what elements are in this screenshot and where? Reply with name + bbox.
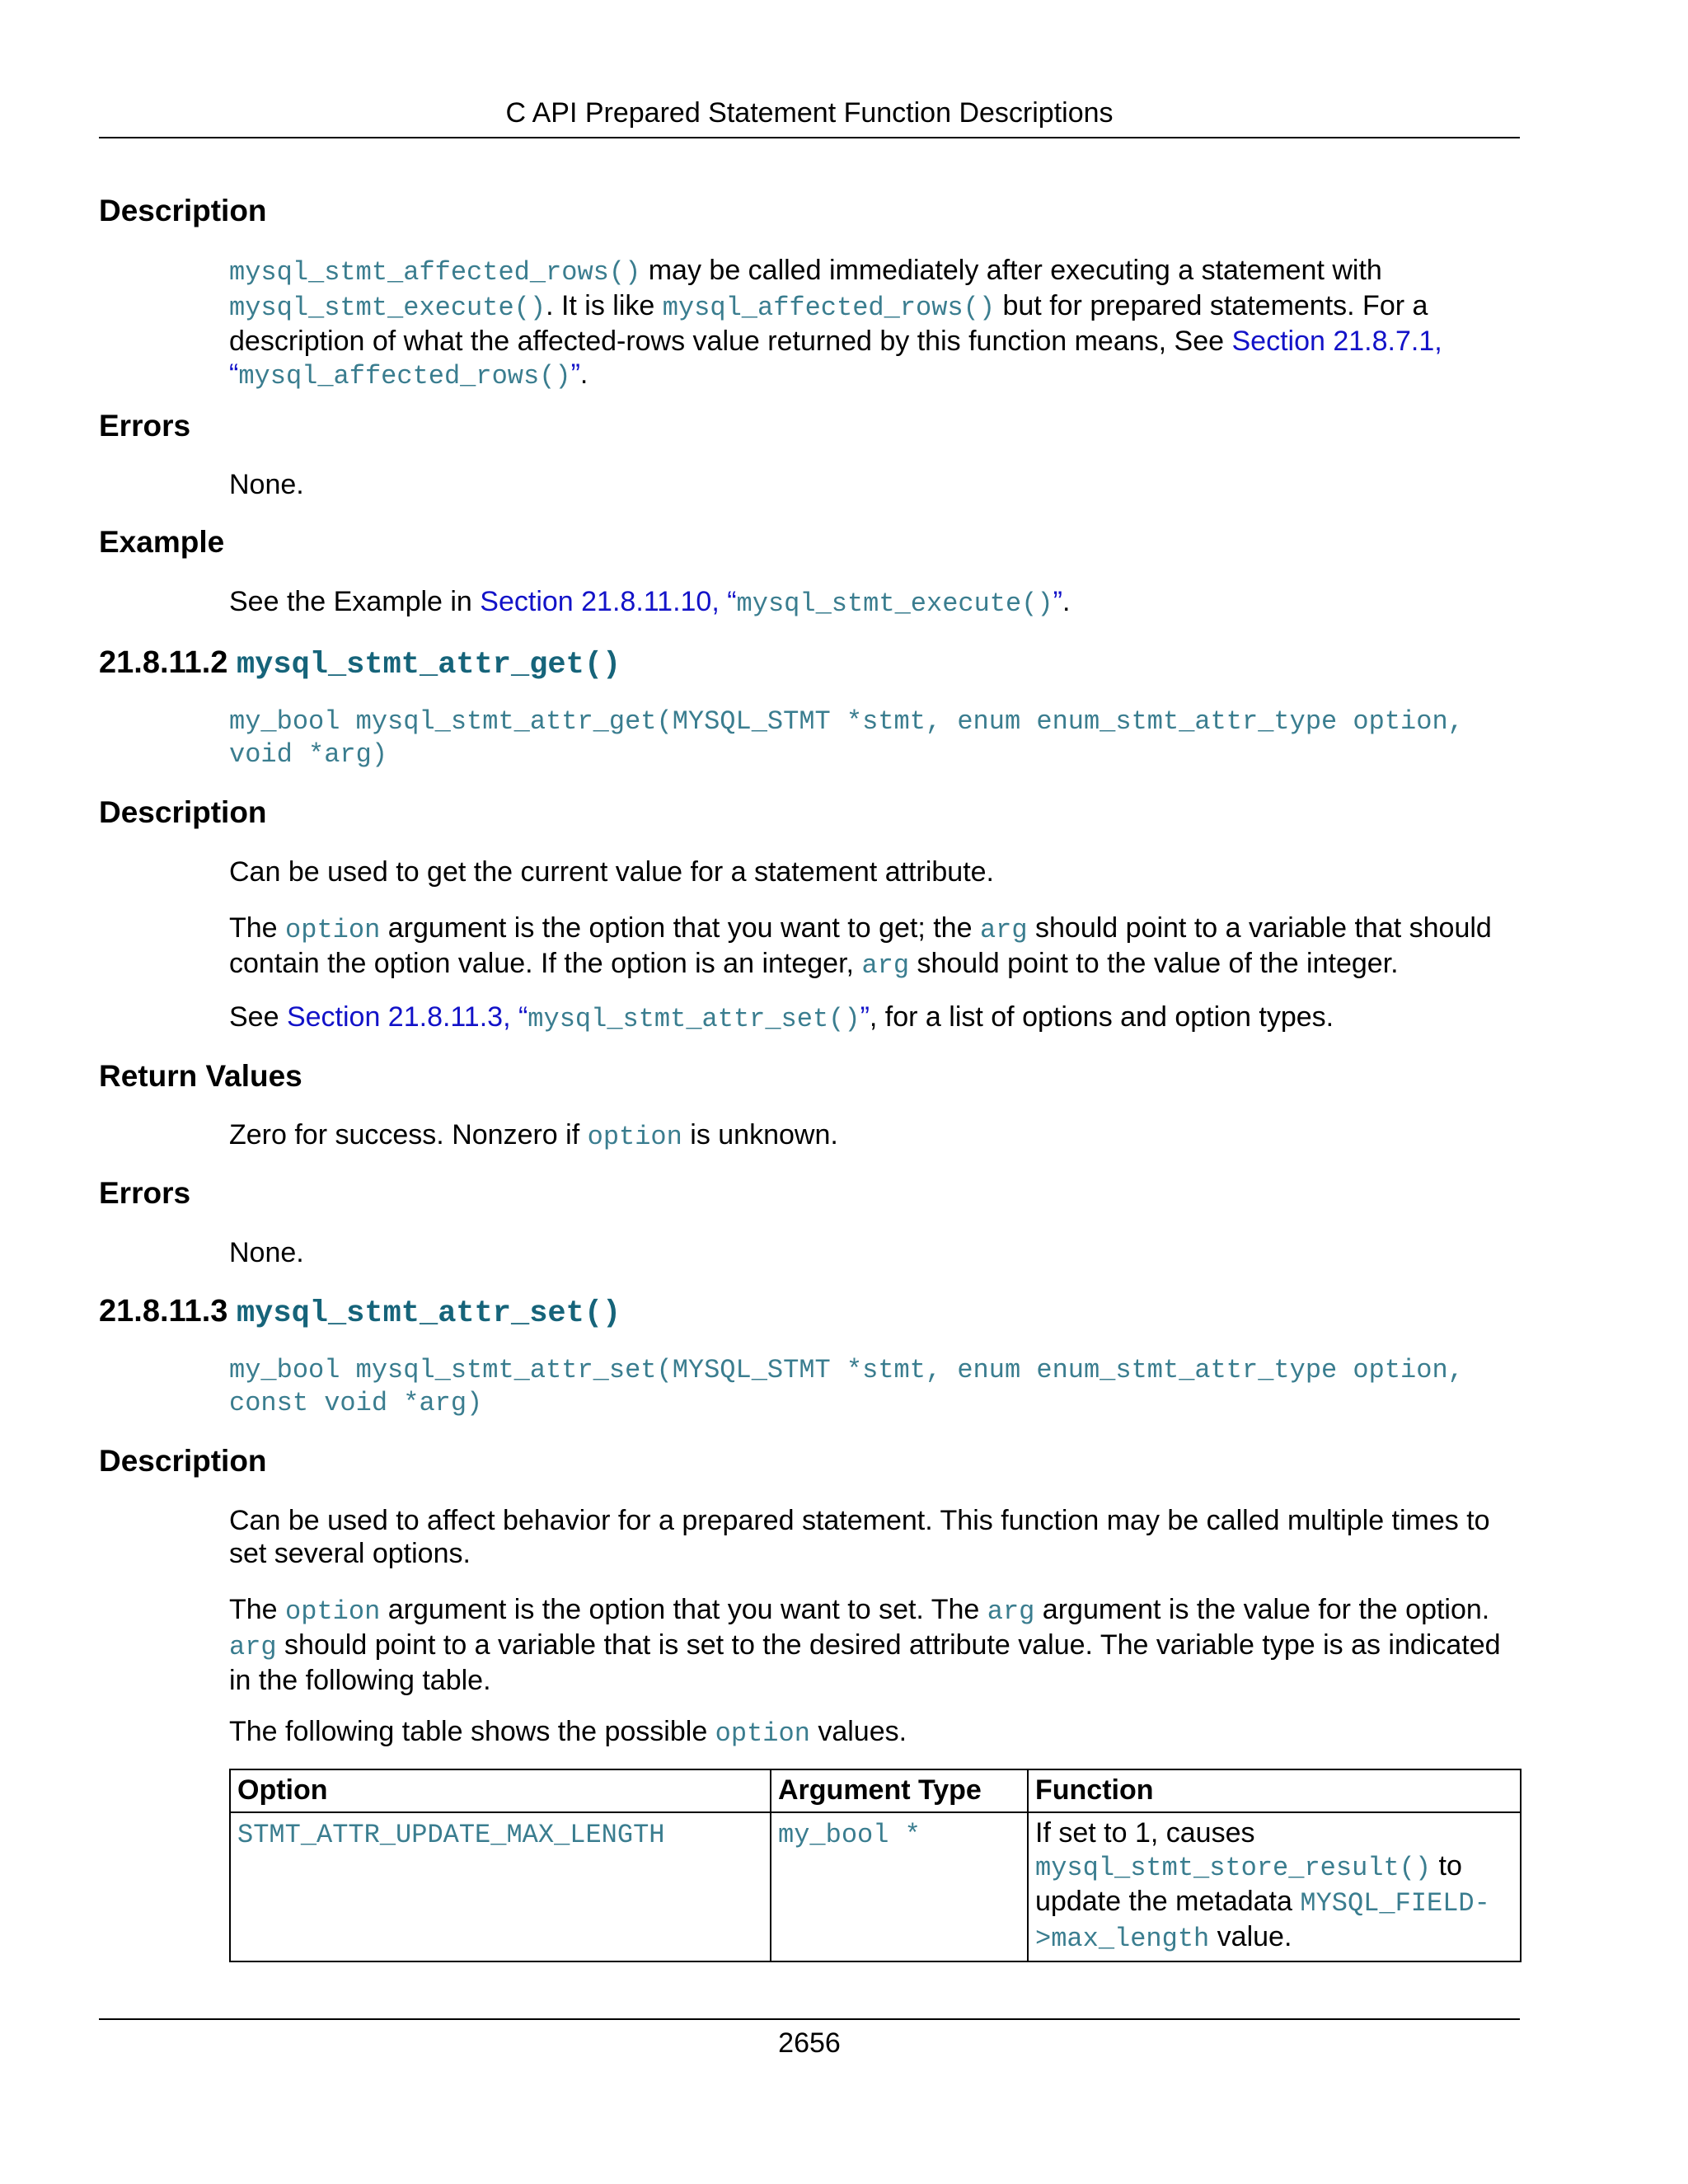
option-cell: STMT_ATTR_UPDATE_MAX_LENGTH <box>230 1812 771 1961</box>
return-values-heading: Return Values <box>99 1059 302 1093</box>
link-section-21-8-7-1[interactable]: Section 21.8.7.1, “mysql_affected_rows()” <box>229 326 1442 391</box>
errors-heading: Errors <box>99 409 191 443</box>
return-values-text: Zero for success. Nonzero if option is unknown. <box>229 1119 838 1152</box>
table-row <box>230 1812 1521 1961</box>
table-header-row <box>230 1769 1521 1812</box>
argument-type-cell: my_bool * <box>771 1812 1028 1961</box>
code-term: option <box>285 915 381 945</box>
description-heading: Description <box>99 194 267 227</box>
code-term: arg <box>987 1596 1035 1627</box>
code-term: mysql_stmt_affected_rows() <box>229 257 641 288</box>
errors-text: None. <box>229 1237 304 1268</box>
code-term: mysql_affected_rows() <box>662 293 996 323</box>
code-term: option <box>587 1122 682 1152</box>
code-term: arg <box>229 1632 277 1662</box>
page-number: 2656 <box>778 2027 841 2059</box>
function-signature-attr-get: my_bool mysql_stmt_attr_get(MYSQL_STMT *stmt, enum enum_stmt_attr_type option, void *arg) <box>229 706 1464 770</box>
affected-rows-description: mysql_stmt_affected_rows() may be called immediately after executing a statement with mysql_stmt_execute(). It is like mysql_affected_rows() but for prepared statements. For a description of what the affected-rows value returned by this function means, See Section 21.8.7.1, “mysql_affected_rows()”. <box>229 255 1442 391</box>
attr-get-desc-3: See Section 21.8.11.3, “mysql_stmt_attr_set()”, for a list of options and option types. <box>229 1001 1334 1034</box>
options-table <box>229 1769 1522 1962</box>
attr-set-desc-2: The option argument is the option that you want to set. The arg argument is the value for the option. arg should point to a variable that is set to the desired attribute value. The variable type is as indicated in the following table. <box>229 1594 1501 1696</box>
footer-rule <box>99 2018 1520 2020</box>
column-header-function: Function <box>1028 1769 1521 1812</box>
column-header-argument-type: Argument Type <box>771 1769 1028 1812</box>
function-signature-attr-set: my_bool mysql_stmt_attr_set(MYSQL_STMT *stmt, enum enum_stmt_attr_type option, const void *arg) <box>229 1355 1464 1418</box>
example-heading: Example <box>99 525 225 559</box>
code-term: arg <box>979 915 1028 945</box>
description-heading: Description <box>99 795 267 829</box>
code-term: arg <box>861 950 910 981</box>
column-header-option: Option <box>230 1769 771 1812</box>
code-term: mysql_stmt_execute() <box>229 293 546 323</box>
errors-heading: Errors <box>99 1176 191 1210</box>
link-section-21-8-11-3[interactable]: Section 21.8.11.3, “mysql_stmt_attr_set()” <box>286 1001 870 1034</box>
code-term: option <box>285 1596 381 1627</box>
section-title-attr-get: 21.8.11.2 mysql_stmt_attr_get() <box>99 645 621 682</box>
attr-get-desc-1: Can be used to get the current value for a statement attribute. <box>229 856 994 888</box>
errors-text: None. <box>229 469 304 500</box>
example-text: See the Example in Section 21.8.11.10, “mysql_stmt_execute()”. <box>229 586 1071 619</box>
header-rule <box>99 137 1520 138</box>
attr-get-desc-2: The option argument is the option that you want to get; the arg should point to a variable that should contain the option value. If the option is an integer, arg should point to the value of the integer. <box>229 912 1492 981</box>
description-heading: Description <box>99 1444 267 1478</box>
attr-set-desc-1: Can be used to affect behavior for a prepared statement. This function may be called multiple times to set several options. <box>229 1505 1490 1569</box>
attr-set-desc-3: The following table shows the possible option values. <box>229 1716 907 1749</box>
section-title-attr-set: 21.8.11.3 mysql_stmt_attr_set() <box>99 1294 621 1331</box>
link-section-21-8-11-10[interactable]: Section 21.8.11.10, “mysql_stmt_execute()” <box>480 586 1062 619</box>
function-cell: If set to 1, causes mysql_stmt_store_result() to update the metadata MYSQL_FIELD->max_length value. <box>1028 1812 1521 1961</box>
running-header: C API Prepared Statement Function Descriptions <box>505 97 1114 129</box>
code-term: option <box>715 1718 810 1749</box>
